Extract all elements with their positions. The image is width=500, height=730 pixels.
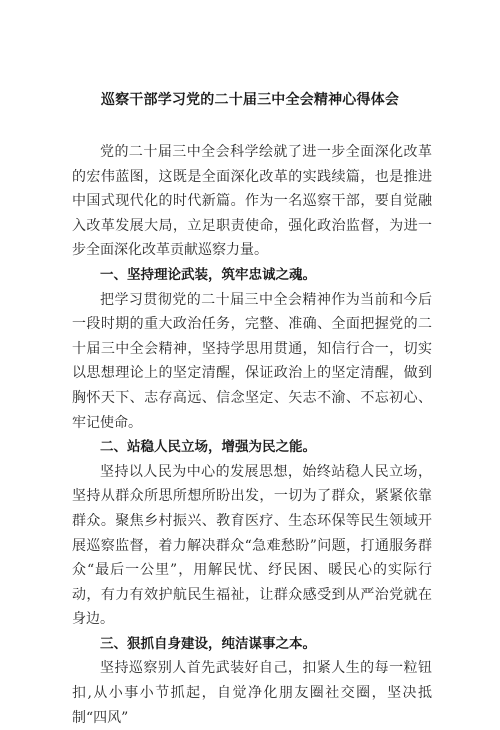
document-title: 巡察干部学习党的二十届三中全会精神心得体会 [100,92,400,108]
section-body-3: 坚持巡察别人首先武装好自己，扣紧人生的每一粒钮扣,从小事小节抓起，自觉净化朋友圈社交圈，坚决抵制“四风” [72,660,432,726]
intro-paragraph: 党的二十届三中全会科学绘就了进一步全面深化改革的宏伟蓝图，这既是全面深化改革的实践续篇，也是推进中国式现代化的时代新篇。作为一名巡察干部，要自觉融入改革发展大局，立足职责使命，强化政治监督，为进一步全面深化改革贡献巡察力量。 [72,144,432,259]
section-heading-3: 三、狠抓自身建设，纯洁谋事之本。 [100,635,316,652]
section-body-2: 坚持以人民为中心的发展思想，始终站稳人民立场，坚持从群众所思所想所盼出发，一切为了群众，紧紧依靠群众。聚焦乡村振兴、教育医疗、生态环保等民生领域开展巡察监督，着力解决群众“急难愁盼”问题，打通服务群众“最后一公里”，用解民忧、纾民困、暖民心的实际行动，有力有效护航民生福祉，让群众感受到从严治党就在身边。 [72,463,432,628]
section-heading-2: 二、站稳人民立场，增强为民之能。 [100,439,316,456]
section-heading-1: 一、坚持理论武装，筑牢忠诚之魂。 [100,266,316,283]
section-body-1: 把学习贯彻党的二十届三中全会精神作为当前和今后一段时期的重大政治任务，完整、准确、全面把握党的二十届三中全会精神，坚持学思用贯通，知信行合一，切实以思想理论上的坚定清醒，保证政治上的坚定清醒，做到胸怀天下、志存高远、信念坚定、矢志不渝、不忘初心、牢记使命。 [72,291,432,431]
document-body [72,140,432,730]
